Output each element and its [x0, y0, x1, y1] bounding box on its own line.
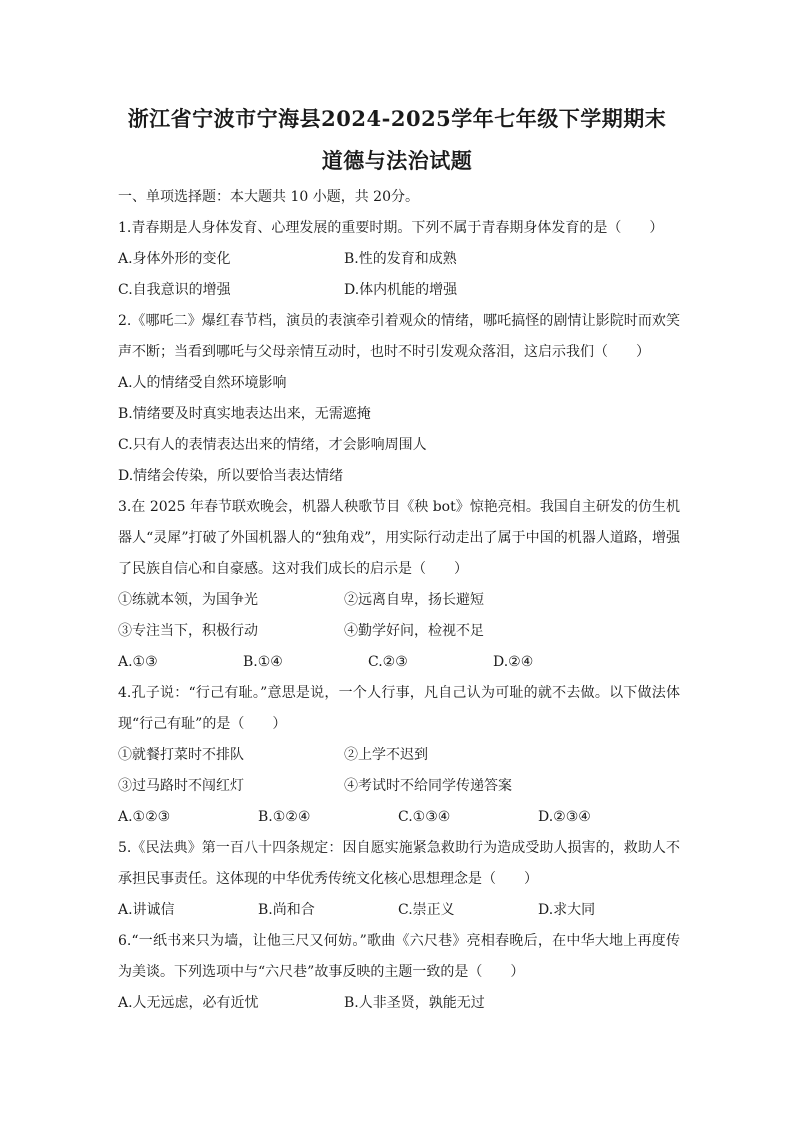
question-4-items-row-1: [118, 740, 680, 771]
question-4-option-d: D.②③④: [538, 809, 591, 825]
question-4-option-b: B.①②④: [258, 809, 311, 825]
question-5-stem: 5.《民法典》第一百八十四条规定：因自愿实施紧急救助行为造成受助人损害的，救助人不承担民事责任。这体现的中华优秀传统文化核心思想理念是（ ）: [118, 840, 680, 887]
question-2-option-c: C.只有人的表情表达出来的情绪，才会影响周围人: [118, 437, 427, 453]
question-3-option-c: C.②③: [368, 654, 408, 670]
exam-content: [118, 182, 680, 1019]
question-1-option-b: B.性的发育和成熟: [344, 251, 457, 267]
question-6-stem: 6.“一纸书来只为墙，让他三尺又何妨。”歌曲《六尺巷》亮相春晚后，在中华大地上再度传为美谈。下列选项中与“六尺巷”故事反映的主题一致的是（ ）: [118, 933, 680, 980]
section-header: 一、单项选择题：本大题共 10 小题，共 20分。: [118, 189, 419, 205]
question-3-items-row-1: [118, 585, 680, 616]
question-1-stem: 1.青春期是人身体发育、心理发展的重要时期。下列不属于青春期身体发育的是（ ）: [118, 220, 664, 236]
question-2-option-d: D.情绪会传染，所以要恰当表达情绪: [118, 468, 344, 484]
question-4-item-1: ①就餐打菜时不排队: [118, 747, 244, 763]
question-4-item-3: ③过马路时不闯红灯: [118, 778, 244, 794]
question-4-option-c: C.①③④: [398, 809, 451, 825]
question-4-stem: 4.孔子说：“行己有耻。”意思是说，一个人行事，凡自己认为可耻的就不去做。以下做法体现“行己有耻”的是（ ）: [118, 685, 680, 732]
question-2-option-b: B.情绪要及时真实地表达出来，无需遮掩: [118, 406, 371, 422]
question-2-stem: 2.《哪吒二》爆红春节档，演员的表演牵引着观众的情绪，哪吒搞怪的剧情让影院时而欢笑声不断；当看到哪吒与父母亲情互动时，也时不时引发观众落泪，这启示我们（ ）: [118, 313, 680, 360]
question-3-option-d: D.②④: [493, 654, 534, 670]
question-5-option-d: D.求大同: [538, 902, 596, 918]
question-3-item-1: ①练就本领，为国争光: [118, 592, 258, 608]
question-3-item-2: ②远离自卑，扬长避短: [344, 592, 484, 608]
question-4-item-2: ②上学不迟到: [344, 747, 428, 763]
question-4-options-row: [118, 802, 680, 833]
question-1-options-row-2: [118, 275, 680, 306]
question-1-options-row-1: [118, 244, 680, 275]
question-4-items-row-2: [118, 771, 680, 802]
question-3-item-3: ③专注当下，积极行动: [118, 623, 258, 639]
question-3-options-row: [118, 647, 680, 678]
question-2-option-a: A.人的情绪受自然环境影响: [118, 375, 287, 391]
question-5-option-b: B.尚和合: [258, 902, 315, 918]
question-3-stem: 3.在 2025 年春节联欢晚会，机器人秧歌节目《秧 bot》惊艳亮相。我国自主研发的仿生机器人“灵犀”打破了外国机器人的“独角戏”，用实际行动走出了属于中国的机器人道路，增强了民族自信心和自豪感。这对我们成长的启示是（ ）: [118, 499, 680, 577]
question-6-options-row-1: [118, 988, 680, 1019]
question-1-option-d: D.体内机能的增强: [344, 282, 458, 298]
question-5-options-row: [118, 895, 680, 926]
question-3-item-4: ④勤学好问，检视不足: [344, 623, 484, 639]
question-3-option-a: A.①③: [118, 654, 158, 670]
question-5-option-a: A.讲诚信: [118, 902, 175, 918]
question-6-option-b: B.人非圣贤，孰能无过: [344, 995, 485, 1011]
question-6-option-a: A.人无远虑，必有近忧: [118, 995, 259, 1011]
question-1-option-a: A.身体外形的变化: [118, 251, 231, 267]
question-1-option-c: C.自我意识的增强: [118, 282, 231, 298]
exam-subtitle: 道德与法治试题: [321, 148, 473, 173]
question-4-item-4: ④考试时不给同学传递答案: [344, 778, 512, 794]
question-3-items-row-2: [118, 616, 680, 647]
question-3-option-b: B.①④: [243, 654, 283, 670]
question-5-option-c: C.崇正义: [398, 902, 455, 918]
question-4-option-a: A.①②③: [118, 809, 171, 825]
exam-title: 浙江省宁波市宁海县2024-2025学年七年级下学期期末: [127, 106, 667, 131]
